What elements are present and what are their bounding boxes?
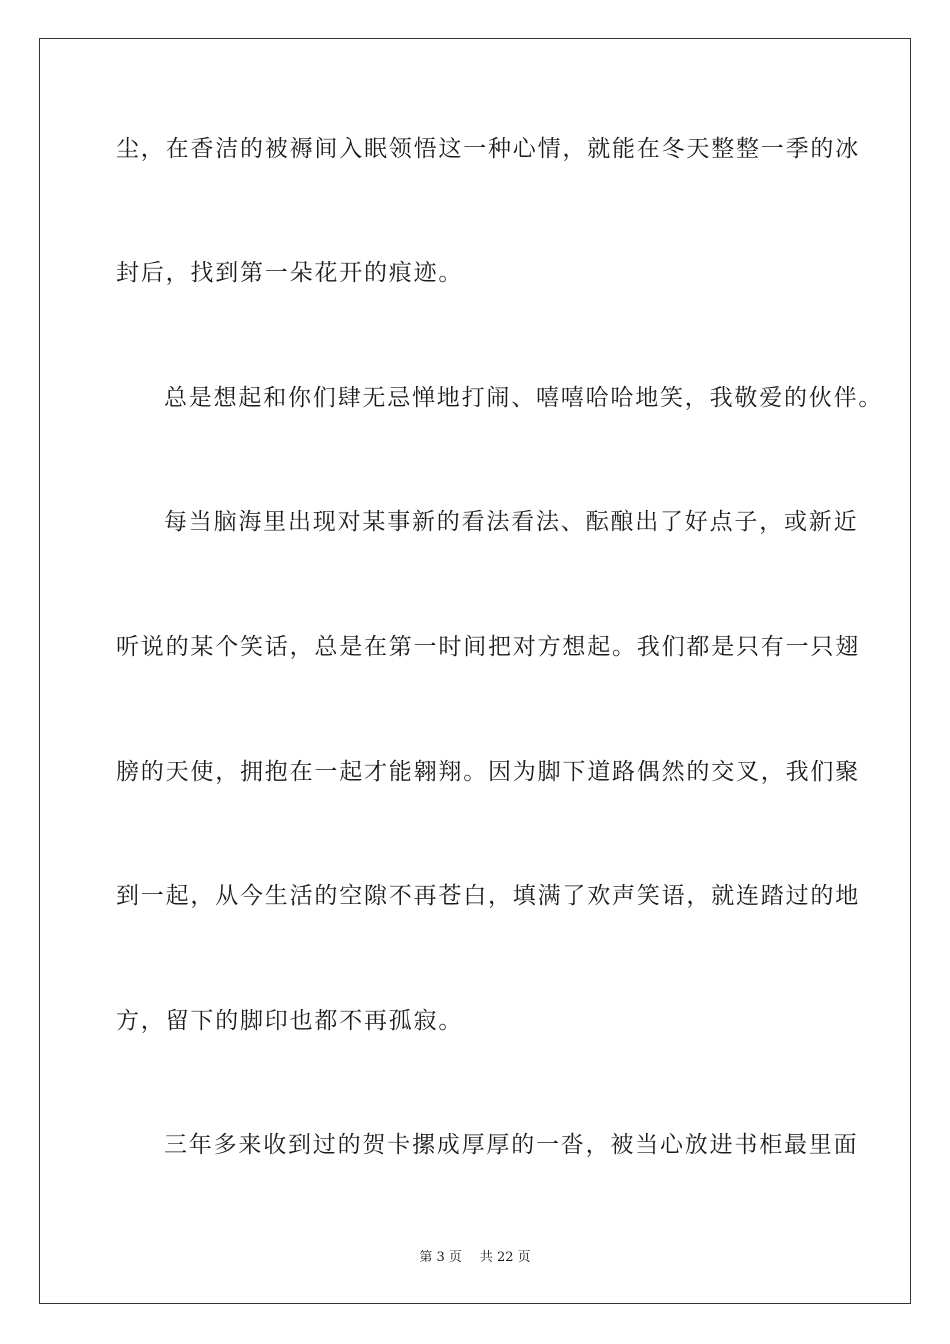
total-pages: 共 22 页	[479, 1250, 531, 1265]
paragraph-first-line: 总是想起和你们肆无忌惮地打闹、嘻嘻哈哈地笑，我敬爱的伙伴。	[164, 385, 884, 411]
text-line: 尘，在香洁的被褥间入眠领悟这一种心情，就能在冬天整整一季的冰	[116, 136, 860, 162]
paragraph-first-line: 三年多来收到过的贺卡摞成厚厚的一沓，被当心放进书柜最里面	[164, 1132, 859, 1158]
text-line: 膀的天使，拥抱在一起才能翱翔。因为脚下道路偶然的交叉，我们聚	[116, 759, 860, 785]
page-number: 第 3 页	[419, 1250, 462, 1265]
text-line: 听说的某个笑话，总是在第一时间把对方想起。我们都是只有一只翅	[116, 634, 860, 660]
page-frame	[39, 38, 911, 1304]
text-line: 封后，找到第一朵花开的痕迹。	[116, 260, 464, 286]
text-line: 方，留下的脚印也都不再孤寂。	[116, 1008, 464, 1034]
page-footer	[0, 1246, 950, 1265]
text-line: 到一起，从今生活的空隙不再苍白，填满了欢声笑语，就连踏过的地	[116, 883, 860, 909]
paragraph-first-line: 每当脑海里出现对某事新的看法看法、酝酿出了好点子，或新近	[164, 509, 859, 535]
